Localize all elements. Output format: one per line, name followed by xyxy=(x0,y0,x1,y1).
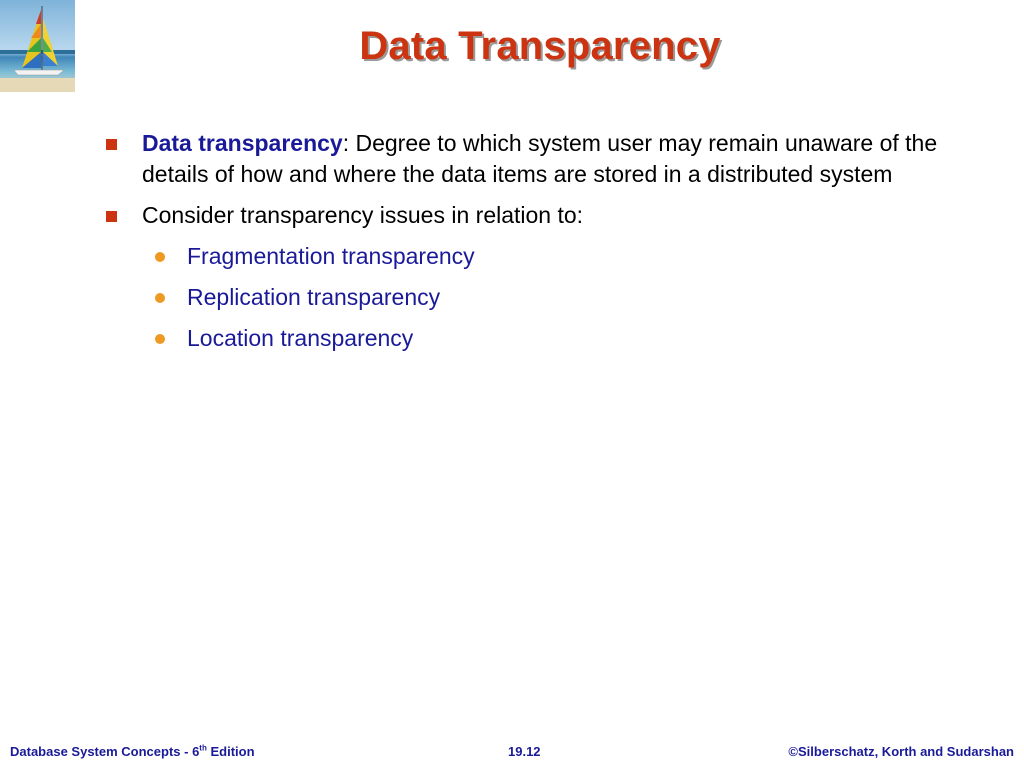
slide-title: Data Transparency xyxy=(359,24,721,68)
bullet-data-transparency xyxy=(104,128,984,190)
slide-footer xyxy=(0,744,1024,764)
footer-book-title xyxy=(10,744,255,759)
sub-bullet-text: Fragmentation transparency xyxy=(187,243,475,269)
sub-bullet-text: Location transparency xyxy=(187,325,414,351)
footer-edition-superscript: th xyxy=(199,743,207,753)
footer-copyright: ©Silberschatz, Korth and Sudarshan xyxy=(788,744,1014,759)
sub-bullet-location xyxy=(104,323,984,354)
bullet-text: Consider transparency issues in relation to: xyxy=(142,202,584,228)
round-bullet-icon xyxy=(155,293,165,303)
footer-page-number: 19.12 xyxy=(508,744,541,759)
square-bullet-icon xyxy=(106,211,117,222)
footer-edition-label: Edition xyxy=(206,744,255,759)
term-definition: : Degree to which system user may remain unaware of the details of how and where the data items are stored in a distributed system xyxy=(142,130,938,187)
sub-bullet-fragmentation xyxy=(104,241,984,272)
sub-bullet-text: Replication transparency xyxy=(187,284,441,310)
round-bullet-icon xyxy=(155,252,165,262)
sailboat-logo-icon xyxy=(0,0,75,92)
square-bullet-icon xyxy=(106,139,117,150)
bullet-consider-issues xyxy=(104,200,984,231)
footer-book-name: Database System Concepts - 6 xyxy=(10,744,200,759)
sub-bullet-replication xyxy=(104,282,984,313)
round-bullet-icon xyxy=(155,334,165,344)
slide-content xyxy=(104,128,984,364)
term-label: Data transparency xyxy=(142,130,343,156)
